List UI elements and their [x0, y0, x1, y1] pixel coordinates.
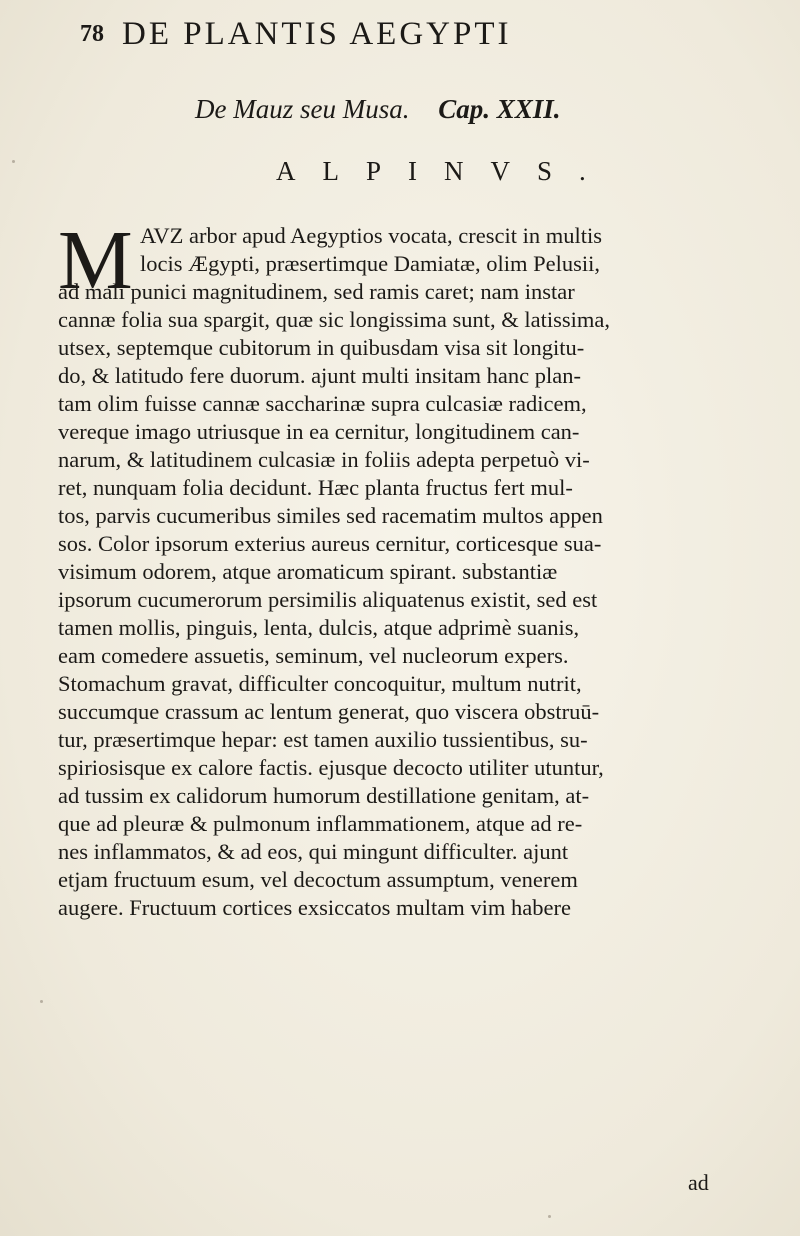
- running-head: [80, 12, 760, 56]
- text-line: eam comedere assuetis, seminum, vel nucleorum expers.: [58, 643, 569, 668]
- text-line: Stomachum gravat, difficulter concoquitur, multum nutrit,: [58, 671, 582, 696]
- text-line: visimum odorem, atque aromaticum spirant. substantiæ: [58, 559, 558, 584]
- text-line: nes inflammatos, & ad eos, qui mingunt difficulter. ajunt: [58, 839, 569, 864]
- text-line: spiriosisque ex calore factis. ejusque decocto utiliter utuntur,: [58, 755, 604, 780]
- text-line: tos, parvis cucumeribus similes sed racematim multos appen: [58, 503, 603, 528]
- page-number: 78: [80, 20, 104, 47]
- chapter-title: De Mauz seu Musa.: [195, 94, 410, 124]
- paper-speck: [548, 1215, 551, 1218]
- chapter-heading: [195, 94, 715, 125]
- text-line: ret, nunquam folia decidunt. Hæc planta fructus fert mul-: [58, 475, 573, 500]
- text-line: ad tussim ex calidorum humorum destillatione genitam, at-: [58, 783, 590, 808]
- chapter-number: Cap. XXII.: [438, 94, 561, 124]
- text-line: AVZ arbor apud Aegyptios vocata, crescit in multis: [140, 223, 602, 248]
- text-line: succumque crassum ac lentum generat, quo viscera obstruū-: [58, 699, 600, 724]
- catchword: ad: [688, 1170, 709, 1195]
- running-title: DE PLANTIS AEGYPTI: [122, 15, 512, 52]
- text-line: sos. Color ipsorum exterius aureus cernitur, corticesque sua-: [58, 531, 602, 556]
- paper-speck: [40, 1000, 43, 1003]
- body-text: [58, 214, 770, 922]
- text-line: locis Ægypti, præsertimque Damiatæ, olim Pelusii,: [140, 251, 600, 276]
- text-line: utsex, septemque cubitorum in quibusdam visa sit longitu-: [58, 335, 585, 360]
- text-line: narum, & latitudinem culcasiæ in foliis adepta perpetuò vi-: [58, 447, 590, 472]
- text-line: vereque imago utriusque in ea cernitur, longitudinem can-: [58, 419, 580, 444]
- author-name: ALPINVS.: [276, 156, 613, 186]
- drop-cap: M: [58, 214, 133, 307]
- text-line: que ad pleuræ & pulmonum inflammationem, atque ad re-: [58, 811, 583, 836]
- text-line: cannæ folia sua spargit, quæ sic longissima sunt, & latissima,: [58, 307, 611, 332]
- text-line: tam olim fuisse cannæ saccharinæ supra culcasiæ radicem,: [58, 391, 587, 416]
- text-line: tamen mollis, pinguis, lenta, dulcis, atque adprimè suanis,: [58, 615, 580, 640]
- text-line: augere. Fructuum cortices exsiccatos multam vim habere: [58, 895, 571, 920]
- text-line: do, & latitudo fere duorum. ajunt multi insitam hanc plan-: [58, 363, 582, 388]
- text-line: tur, præsertimque hepar: est tamen auxilio tussientibus, su-: [58, 727, 588, 752]
- paper-speck: [12, 160, 15, 163]
- text-line: ipsorum cucumerorum persimilis aliquatenus existit, sed est: [58, 587, 598, 612]
- text-line: ad mali punici magnitudinem, sed ramis caret; nam instar: [58, 279, 575, 304]
- text-line: etjam fructuum esum, vel decoctum assumptum, venerem: [58, 867, 578, 892]
